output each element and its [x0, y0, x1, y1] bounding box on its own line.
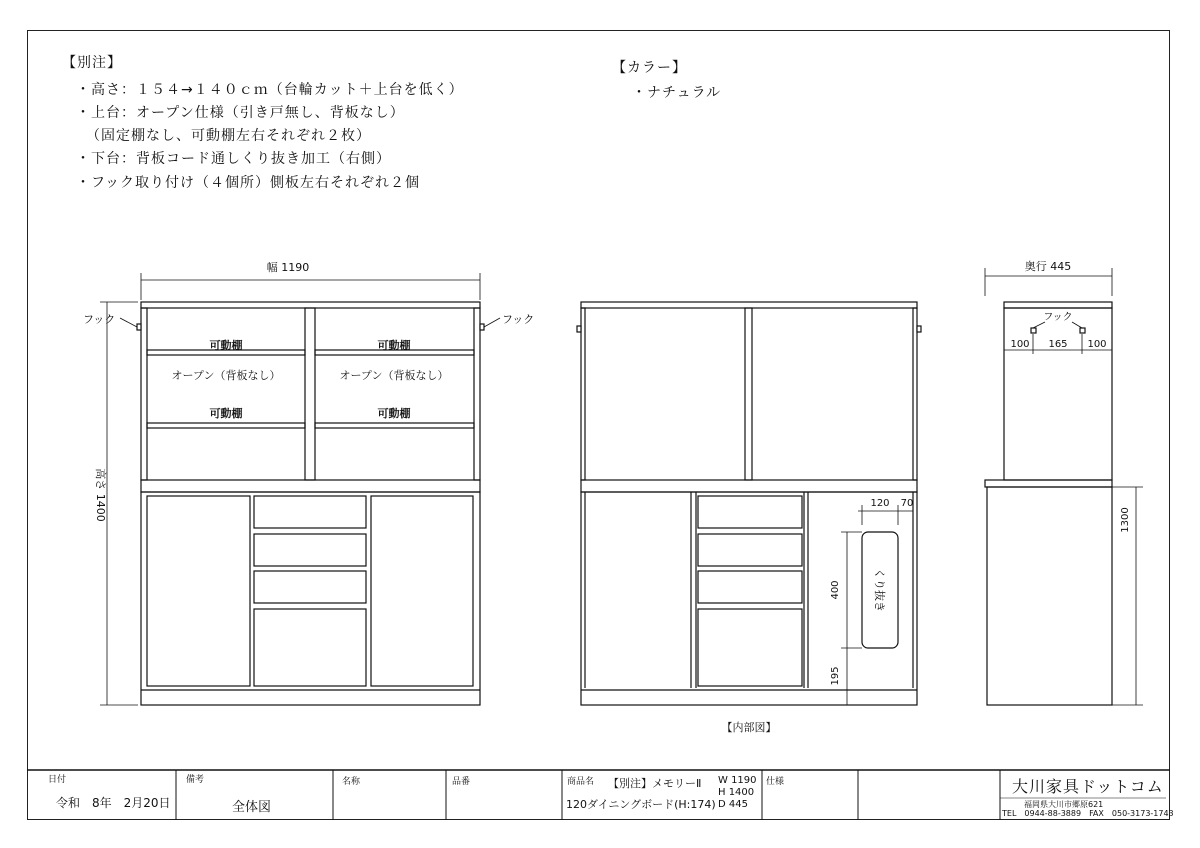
dim-100-right: 100 [1087, 339, 1107, 350]
inner-caption: 【内部図】 [721, 721, 777, 734]
dim-70: 70 [900, 498, 914, 509]
note-line: ・下台：背板コード通しくり抜き加工（右側） [76, 151, 391, 167]
shelf-label: 可動棚 [209, 407, 243, 420]
depth-label: 奥行 445 [1024, 260, 1072, 273]
dim-h: H 1400 [718, 787, 755, 798]
notes-heading: 【別注】 [62, 55, 122, 71]
remarks-label: 備考 [186, 775, 205, 785]
dim-d: D 445 [718, 799, 748, 810]
front-view [100, 273, 500, 705]
dim-w: W 1190 [718, 775, 757, 786]
open-label: オープン（背板なし） [171, 369, 281, 382]
open-label: オープン（背板なし） [339, 369, 449, 382]
height-label: 高さ 1400 [94, 468, 107, 522]
side-view [985, 268, 1143, 705]
inner-view [577, 302, 921, 705]
name-label: 名称 [342, 777, 361, 787]
color-value: ・ナチュラル [632, 85, 722, 101]
note-line: （固定棚なし、可動棚左右それぞれ２枚） [86, 128, 371, 144]
company-phone: TEL 0944-88-3889 FAX 050-3173-1743 [1002, 809, 1174, 818]
spec-label: 仕様 [766, 777, 785, 787]
hook-label-right: フック [502, 313, 535, 326]
date-label: 日付 [48, 775, 67, 785]
dim-120: 120 [870, 498, 890, 509]
product-line1: 【別注】メモリーⅡ [608, 777, 702, 790]
width-label: 幅 1190 [266, 261, 310, 274]
company-name: 大川家具ドットコム [1012, 777, 1164, 796]
shelf-label: 可動棚 [209, 339, 243, 352]
dim-165: 165 [1048, 339, 1068, 350]
color-heading: 【カラー】 [612, 60, 687, 76]
shelf-label: 可動棚 [377, 407, 411, 420]
dim-100-left: 100 [1010, 339, 1030, 350]
note-line: ・フック取り付け（４個所）側板左右それぞれ２個 [76, 175, 421, 191]
product-line2: 120ダイニングボード(H:174) [566, 798, 716, 811]
cutout-label: くり抜き [873, 568, 886, 612]
note-line: ・高さ：１５４→１４０ｃｍ（台輪カット＋上台を低く） [76, 82, 464, 98]
dim-195: 195 [830, 666, 841, 686]
company-address: 福岡県大川市郷原621 [1024, 800, 1104, 809]
dim-400: 400 [830, 580, 841, 600]
product-label: 商品名 [567, 777, 595, 787]
side-hook-label: フック [1043, 312, 1073, 323]
number-label: 品番 [452, 777, 471, 787]
height-1300: 1300 [1120, 507, 1131, 533]
date-value: 令和 8年 2月20日 [56, 796, 171, 810]
shelf-label: 可動棚 [377, 339, 411, 352]
remarks-value: 全体図 [232, 800, 272, 815]
hook-label-left: フック [83, 313, 116, 326]
note-line: ・上台：オープン仕様（引き戸無し、背板なし） [76, 105, 405, 121]
